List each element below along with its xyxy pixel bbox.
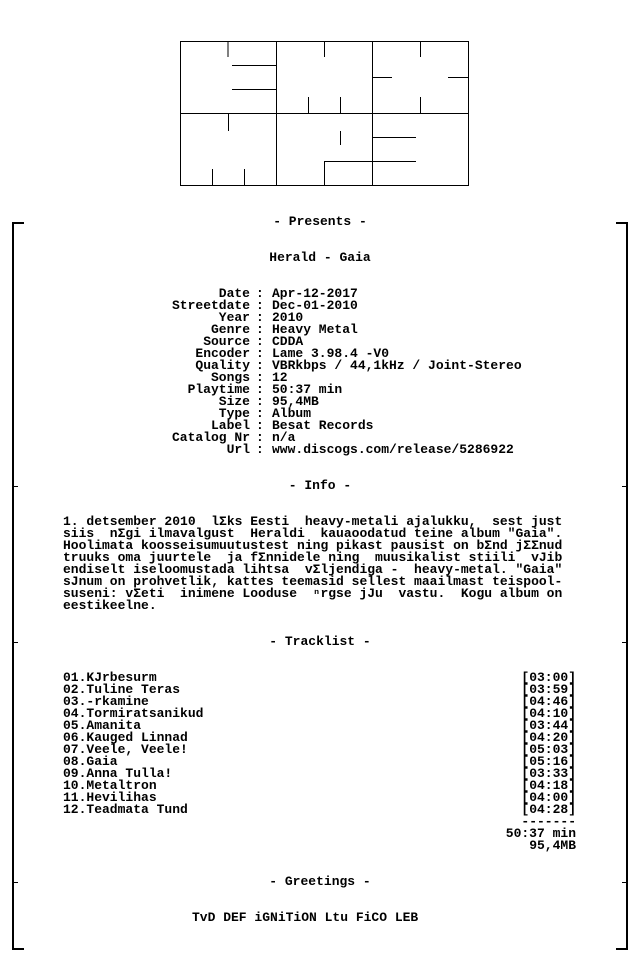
detail-label: Streetdate (171, 298, 250, 313)
detail-separator: : (256, 286, 264, 301)
total-playtime: 50:37 min (505, 826, 576, 841)
detail-value: 12 (272, 370, 288, 385)
detail-label: Label (210, 418, 250, 433)
track-name: 10.Metaltron (63, 778, 157, 793)
detail-label: Catalog Nr (171, 430, 250, 445)
section-tracklist: - Tracklist - (269, 634, 371, 649)
detail-label: Playtime (187, 382, 250, 397)
total-size: 95,4MB (529, 838, 576, 853)
track-duration: [03:33] (521, 766, 576, 781)
track-name: 11.Hevilihas (63, 790, 157, 805)
info-line: 1. detsember 2010 lΣks Eesti heavy-metali ajalukku, sest just (63, 514, 563, 529)
detail-value: 95,4MB (272, 394, 319, 409)
track-name: 02.Tuline Teras (63, 682, 181, 697)
info-line: Hoolimata koosseisumuutustest ning pikast pausist on bΣnd jΣΣnud (63, 538, 563, 553)
track-name: 12.Teadmata Tund (63, 802, 188, 817)
release-title: Herald - Gaia (269, 250, 371, 265)
detail-label: Genre (210, 322, 250, 337)
detail-separator: : (256, 406, 264, 421)
section-info: - Info - (288, 478, 352, 493)
info-line: suseni: vΣeti inimene Looduse ⁿrgse jJu vastu. Kogu album on (63, 586, 563, 601)
detail-value: CDDA (272, 334, 304, 349)
track-duration: [04:28] (521, 802, 576, 817)
track-name: 04.Tormiratsanikud (63, 706, 204, 721)
detail-label: Encoder (195, 346, 250, 361)
track-duration: [03:44] (521, 718, 576, 733)
track-duration: [05:03] (521, 742, 576, 757)
detail-value: Album (272, 406, 312, 421)
detail-value: 2010 (272, 310, 304, 325)
track-duration: [04:46] (521, 694, 576, 709)
detail-label: Year (218, 310, 250, 325)
detail-value: Lame 3.98.4 -V0 (272, 346, 390, 361)
track-duration: [05:16] (521, 754, 576, 769)
emx-mp3-logo (0, 0, 640, 200)
detail-label: Type (218, 406, 250, 421)
track-name: 06.Kauged Linnad (63, 730, 188, 745)
detail-separator: : (256, 382, 264, 397)
detail-separator: : (256, 394, 264, 409)
detail-value: Besat Records (272, 418, 374, 433)
detail-separator: : (256, 298, 264, 313)
info-line: sJnum on prohvetlik, kattes teemasid sellest maailmast teispool- (63, 574, 563, 589)
detail-label: Songs (210, 370, 250, 385)
detail-label: Date (218, 286, 250, 301)
detail-value: Dec-01-2010 (272, 298, 358, 313)
detail-value: Heavy Metal (272, 322, 358, 337)
track-name: 01.KJrbesurm (63, 670, 157, 685)
detail-value: n/a (272, 430, 296, 445)
detail-label: Url (226, 442, 250, 457)
track-duration: [03:59] (521, 682, 576, 697)
detail-separator: : (256, 310, 264, 325)
section-greetings: - Greetings - (269, 874, 371, 889)
detail-separator: : (256, 370, 264, 385)
info-line: endiselt iseloomustada lihtsa vΣljendiga - heavy-metal. "Gaia" (63, 562, 563, 577)
detail-separator: : (256, 334, 264, 349)
track-name: 08.Gaia (63, 754, 118, 769)
track-duration: [04:10] (521, 706, 576, 721)
track-duration: [04:00] (521, 790, 576, 805)
track-duration: [03:00] (521, 670, 576, 685)
track-duration: [04:20] (521, 730, 576, 745)
section-presents: - Presents - (273, 214, 367, 229)
detail-value: www.discogs.com/release/5286922 (272, 442, 514, 457)
track-name: 07.Veele, Veele! (63, 742, 188, 757)
track-name: 03.-rkamine (63, 694, 149, 709)
detail-label: Quality (195, 358, 250, 373)
info-line: eestikeelne. (63, 598, 157, 613)
detail-separator: : (256, 346, 264, 361)
detail-label: Source (203, 334, 250, 349)
detail-value: VBRkbps / 44,1kHz / Joint-Stereo (272, 358, 522, 373)
detail-label: Size (218, 394, 250, 409)
detail-separator: : (256, 358, 264, 373)
detail-separator: : (256, 430, 264, 445)
detail-separator: : (256, 322, 264, 337)
track-duration: [04:18] (521, 778, 576, 793)
detail-value: 50:37 min (272, 382, 343, 397)
track-name: 09.Anna Tulla! (63, 766, 173, 781)
info-line: siis nΣgi ilmavalgust Heraldi kauaoodatud teine album "Gaia". (63, 526, 563, 541)
info-line: truuks oma juurtele ja fΣnnidele ning muusikalist stiili vJib (63, 550, 563, 565)
detail-separator: : (256, 442, 264, 457)
detail-separator: : (256, 418, 264, 433)
greetings-text: TvD DEF iGNiTiON Ltu FiCO LEB (192, 910, 419, 925)
detail-value: Apr-12-2017 (272, 286, 358, 301)
totals-divider: ------- (521, 814, 576, 829)
track-name: 05.Amanita (63, 718, 142, 733)
